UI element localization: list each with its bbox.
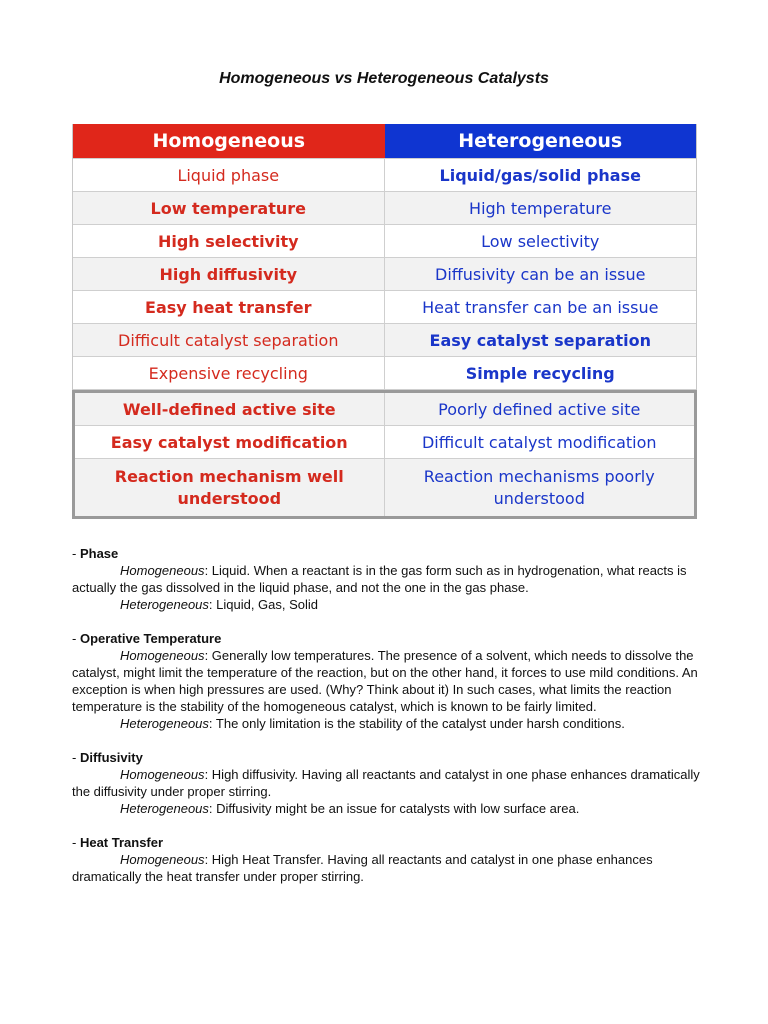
section-paragraph: Heterogeneous: Liquid, Gas, Solid [120,597,319,612]
table-row [75,393,694,426]
table-cell: Difficult catalyst modification [421,432,657,452]
table-cell: Low selectivity [481,231,600,251]
table-cell: Easy catalyst modification [75,426,385,458]
section-heat-transfer [72,834,702,885]
table-cell: Low temperature [73,192,385,224]
section-heading: - Phase [72,546,119,561]
table-row [73,291,696,324]
section-heading: - Diffusivity [72,750,143,765]
table-cell: Heat transfer can be an issue [422,297,659,317]
table-row [75,459,694,516]
table-row [73,258,696,291]
section-paragraph: Heterogeneous: Diffusivity might be an issue for catalysts with low surface area. [120,801,580,816]
section-paragraph: Homogeneous: Liquid. When a reactant is in the gas form such as in hydrogenation, what reacts is actually the gas dissolved in the liquid phase, and not the one in the gas phase. [72,563,687,595]
table-cell: Easy heat transfer [73,291,385,323]
header-homogeneous: Homogeneous [73,124,385,158]
table-cell: Liquid phase [73,159,385,191]
section-heading: - Heat Transfer [72,835,164,850]
notes-section [72,545,702,902]
table-cell: Difficult catalyst separation [73,324,385,356]
section-paragraph: Heterogeneous: The only limitation is the stability of the catalyst under harsh conditions. [120,716,625,731]
table-cell: Easy catalyst separation [429,330,651,350]
table-header [73,124,696,159]
page-title: Homogeneous vs Heterogeneous Catalysts [219,70,549,87]
section-heading: - Operative Temperature [72,631,222,646]
table-cell: Reaction mechanism well understood [75,459,385,516]
section-paragraph: Homogeneous: High diffusivity. Having all reactants and catalyst in one phase enhances dramatically the diffusivity under proper stirring. [72,767,700,799]
table-cell: High temperature [469,198,612,218]
table-row [75,426,694,459]
table-cell: Reaction mechanisms poorly understood [423,466,655,508]
table-row [73,192,696,225]
table-row [73,324,696,357]
table-cell: Simple recycling [465,363,615,383]
table-cell: Liquid/gas/solid phase [439,165,641,185]
section-paragraph: Homogeneous: Generally low temperatures. The presence of a solvent, which needs to dissolve the catalyst, might limit the temperature of the reaction, but on the other hand, it forces to use mild conditions. An exception is when high pressures are used. (Why? Think about it) In such cases, what limits the reaction temperature is the stability of the homogeneous catalyst, which is known to be fairly limited. [72,648,698,714]
section-operative-temperature [72,630,702,732]
table-cell: Diffusivity can be an issue [435,264,646,284]
table-cell: Expensive recycling [73,357,385,389]
table-cell: Well-defined active site [75,393,385,425]
table-row [73,225,696,258]
highlighted-rows-box [72,390,697,519]
table-cell: Poorly defined active site [438,399,641,419]
comparison-table [72,124,697,519]
table-cell: High diffusivity [73,258,385,290]
section-phase [72,545,702,613]
header-heterogeneous: Heterogeneous [385,124,697,158]
section-diffusivity [72,749,702,817]
table-row [73,357,696,390]
table-row [73,159,696,192]
section-paragraph: Homogeneous: High Heat Transfer. Having all reactants and catalyst in one phase enhances dramatically the heat transfer under proper stirring. [72,852,653,884]
table-cell: High selectivity [73,225,385,257]
